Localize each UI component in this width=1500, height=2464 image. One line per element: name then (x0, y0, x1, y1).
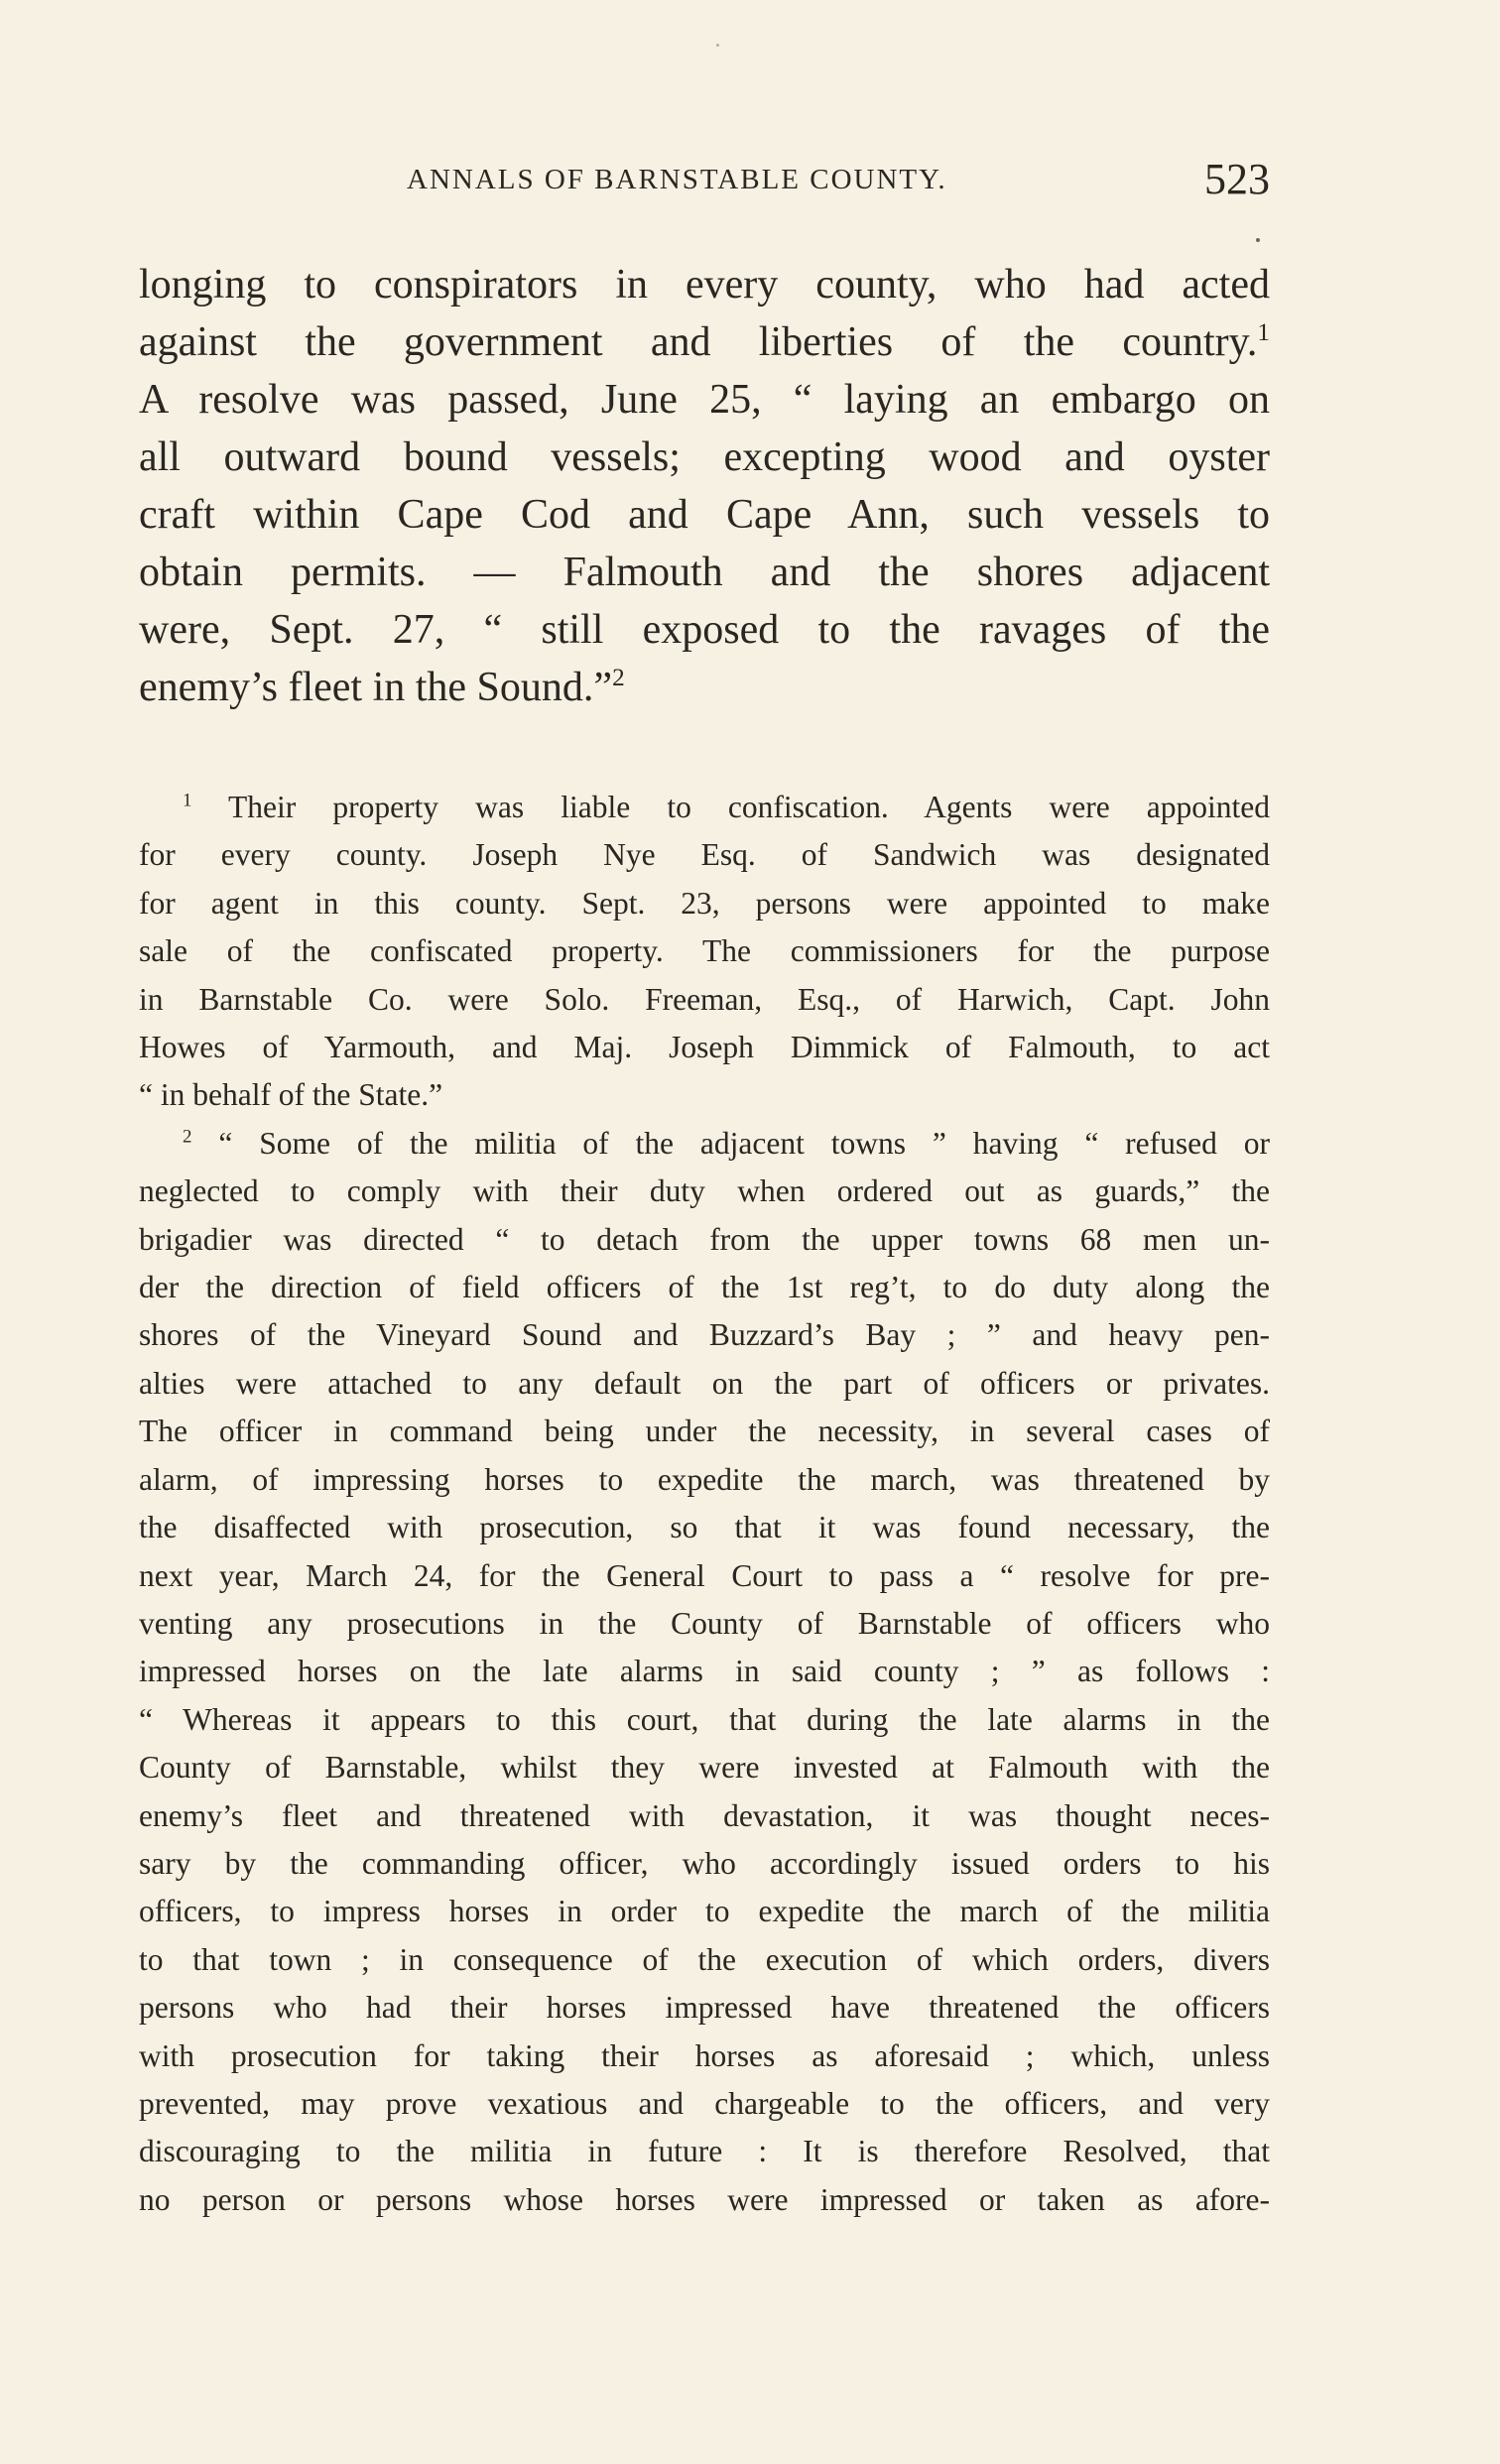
page-header (139, 154, 1270, 213)
main-text-line: A resolve was passed, June 25, “ laying an embargo on (139, 377, 1270, 423)
footnote-line: enemy’s fleet and threatened with devastation, it was thought neces- (139, 1797, 1270, 1833)
main-text-line: against the government and liberties of the country.$^1$ (139, 319, 1270, 365)
footnote-line: “ in behalf of the State.” (139, 1077, 443, 1113)
footnote-line: for every county. Joseph Nye Esq. of Sandwich was designated (139, 837, 1270, 873)
footnote-line: the disaffected with prosecution, so that it was found necessary, the (139, 1510, 1270, 1545)
footnote-line: $^1$ Their property was liable to confiscation. Agents were appointed (183, 790, 1270, 824)
footnote-line: sale of the confiscated property. The commissioners for the purpose (139, 933, 1270, 969)
main-text (139, 256, 1270, 716)
footnote-2 (139, 1120, 1270, 2224)
footnote-line: “ Whereas it appears to this court, that during the late alarms in the (139, 1701, 1270, 1737)
main-text-line: were, Sept. 27, “ still exposed to the ravages of the (139, 607, 1270, 653)
main-text-line: all outward bound vessels; excepting wood and oyster (139, 434, 1270, 480)
footnote-line: shores of the Vineyard Sound and Buzzard’s Bay ; ” and heavy pen- (139, 1317, 1270, 1353)
footnote-line: neglected to comply with their duty when ordered out as guards,” the (139, 1173, 1270, 1209)
paper-speck (1256, 238, 1260, 242)
footnote-line: sary by the commanding officer, who accordingly issued orders to his (139, 1845, 1270, 1881)
main-text-line: obtain permits. — Falmouth and the shores adjacent (139, 550, 1270, 595)
footnote-line: venting any prosecutions in the County of Barnstable of officers who (139, 1605, 1270, 1641)
main-text-line: enemy’s fleet in the Sound.”$^2$ (139, 665, 625, 710)
main-text-line: craft within Cape Cod and Cape Ann, such vessels to (139, 492, 1270, 538)
footnote-reference: 1 (1257, 319, 1270, 346)
footnote-line: impressed horses on the late alarms in said county ; ” as follows : (139, 1654, 1270, 1689)
footnote-marker: 2 (183, 1126, 192, 1148)
page-number: 523 (1204, 155, 1270, 203)
footnote-line: brigadier was directed “ to detach from the upper towns 68 men un- (139, 1221, 1270, 1257)
footnote-line: alarm, of impressing horses to expedite the march, was threatened by (139, 1461, 1270, 1497)
footnote-line: officers, to impress horses in order to expedite the march of the militia (139, 1894, 1270, 1929)
footnote-line: for agent in this county. Sept. 23, persons were appointed to make (139, 885, 1270, 921)
footnote-line: $^2$ “ Some of the militia of the adjacent towns ” having “ refused or (183, 1125, 1271, 1161)
footnote-marker: 1 (183, 790, 192, 811)
footnote-line: County of Barnstable, whilst they were invested at Falmouth with the (139, 1750, 1270, 1786)
footnote-line: with prosecution for taking their horses as aforesaid ; which, unless (139, 2037, 1270, 2073)
footnote-1 (139, 784, 1270, 1120)
running-head: ANNALS OF BARNSTABLE COUNTY. (407, 164, 947, 195)
paper-speck (716, 44, 719, 47)
footnote-line: The officer in command being under the necessity, in several cases of (139, 1414, 1270, 1449)
footnote-line: der the direction of field officers of the 1st reg’t, to do duty along the (139, 1270, 1270, 1305)
footnotes (139, 784, 1270, 2224)
footnote-line: Howes of Yarmouth, and Maj. Joseph Dimmick of Falmouth, to act (139, 1030, 1270, 1065)
footnote-line: alties were attached to any default on the part of officers or privates. (139, 1365, 1270, 1401)
footnote-line: no person or persons whose horses were impressed or taken as afore- (139, 2181, 1270, 2217)
footnote-line: next year, March 24, for the General Court to pass a “ resolve for pre- (139, 1557, 1270, 1593)
footnote-line: prevented, may prove vexatious and chargeable to the officers, and very (139, 2085, 1270, 2121)
footnote-line: to that town ; in consequence of the execution of which orders, divers (139, 1941, 1270, 1977)
main-text-line: longing to conspirators in every county, who had acted (139, 262, 1270, 308)
footnote-reference: 2 (612, 665, 625, 691)
footnote-line: persons who had their horses impressed have threatened the officers (139, 1990, 1270, 2026)
footnote-line: in Barnstable Co. were Solo. Freeman, Esq., of Harwich, Capt. John (139, 981, 1270, 1017)
footnote-line: discouraging to the militia in future : It is therefore Resolved, that (139, 2134, 1270, 2169)
